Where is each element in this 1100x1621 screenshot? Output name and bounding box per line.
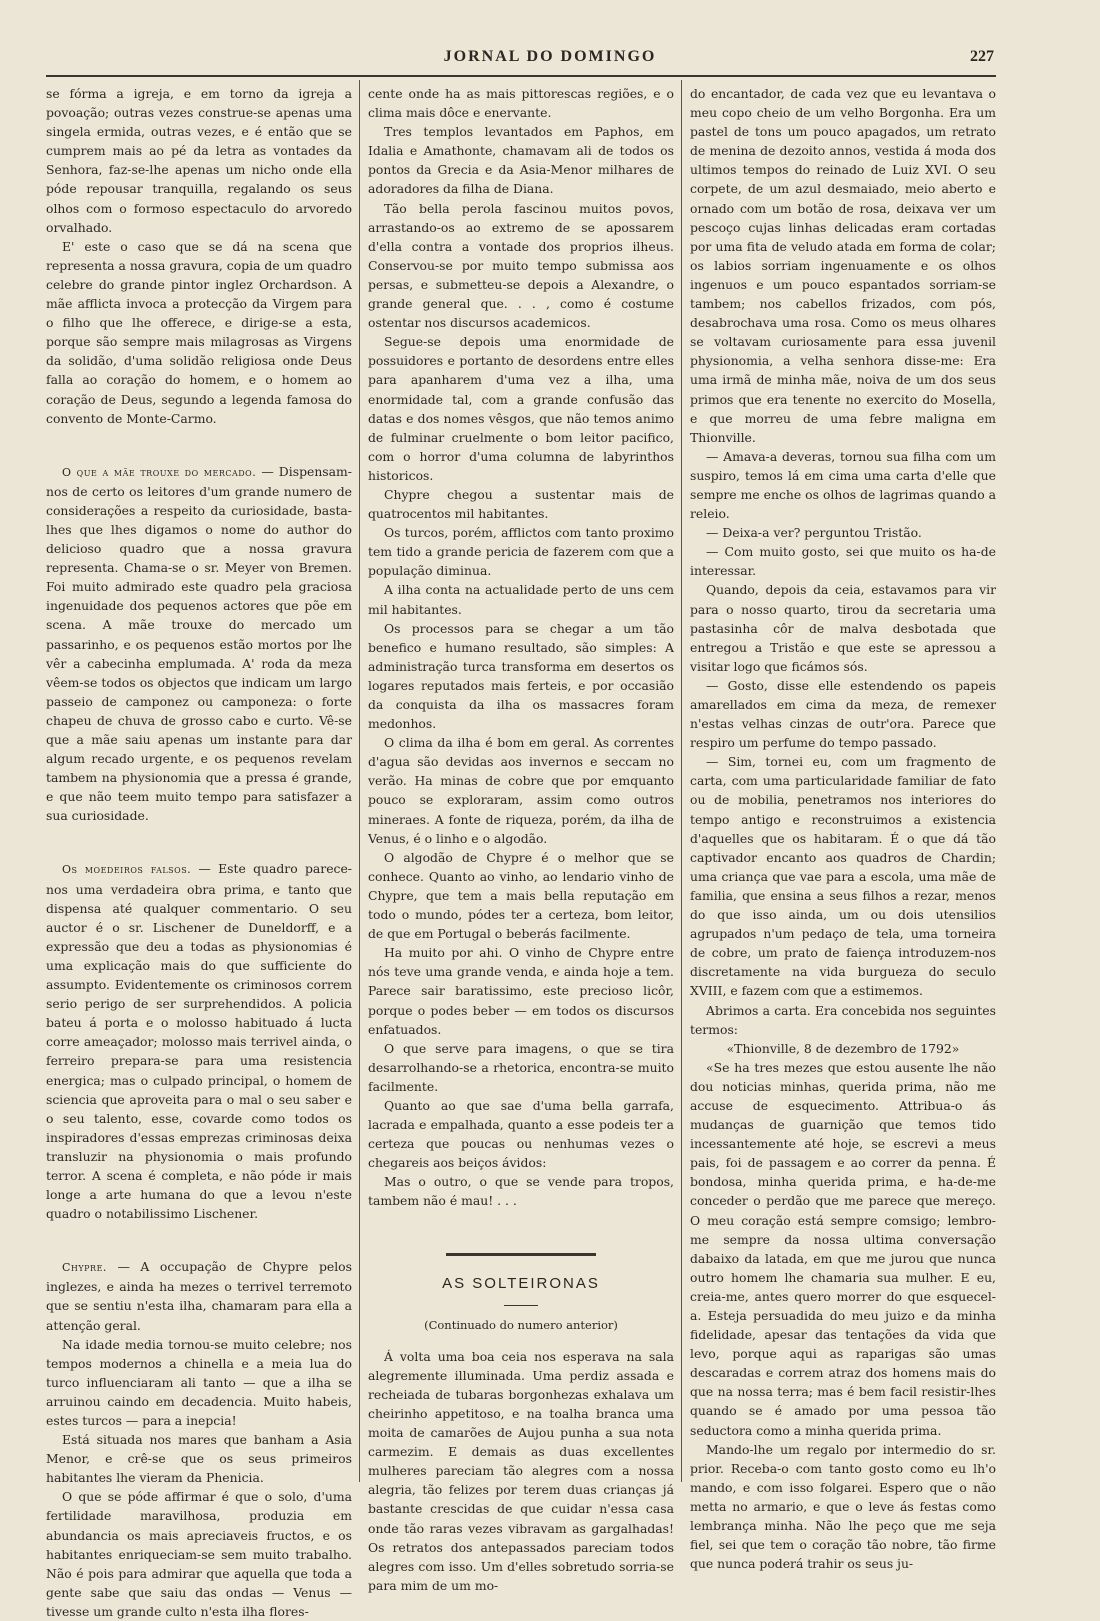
paragraph: Tão bella perola fascinou muitos povos, arrastando-os ao extremo de se apossarem d'ella contra a vontade dos proprios ilheus. Conservou-se por muito tempo submissa aos persas, e submetteu-se depois a Alexandre, o grande general que. . . , como é costume ostentar nos discursos academicos. xyxy=(368,200,674,331)
section-lead: O que a mãe trouxe do mercado. xyxy=(62,465,257,479)
paragraph: Quando, depois da ceia, estavamos para vir para o nosso quarto, tirou da secretaria uma pastasinha côr de malva desbotada que entregou a Tristão e que este se apressou a visitar logo que ficámos sós. xyxy=(690,582,996,674)
paragraph: Abrimos a carta. Era concebida nos seguintes termos: xyxy=(690,1002,996,1037)
paragraph: Á volta uma boa ceia nos esperava na sala alegremente illuminada. Uma perdiz assada e recheiada de tubaras borgonhezas exhalava um cheirinho appetitoso, e na toalha branca uma moita de camarões de Aujou punha a sua nota carmezim. E demais as duas excellentes mulheres pareciam tão alegres com a nossa alegria, tão felizes por terem duas crianças já bastante crescidas de que cuidar n'essa casa onde tão raras vezes vibravam as gargalhadas! Os retratos dos antepassados pareciam todos alegres com isso. Um d'elles sobretudo sorria-se para mim de um mo- xyxy=(368,1348,674,1593)
section-lead: Chypre. xyxy=(62,1261,107,1275)
paragraph: se fórma a igreja, e em torno da igreja a povoação; outras vezes construe-se apenas uma singela ermida, outras vezes, e é então que se cumprem mais ao pé da letra as vontades da Senhora, faz-se-lhe apenas um nicho onde ella póde repousar tranquilla, regalando os seus olhos com o formoso espectaculo do arvoredo orvalhado. xyxy=(46,86,352,235)
paragraph: Quanto ao que sae d'uma bella garrafa, lacrada e empalhada, quanto a esse podeis ter a certeza que poucas ou nenhumas vezes o chegareis aos beiços ávidos: xyxy=(368,1097,674,1171)
header-rule xyxy=(46,75,996,77)
journal-title: JORNAL DO DOMINGO xyxy=(443,48,657,65)
column-right xyxy=(690,84,996,1572)
paragraph-text: — A occupação de Chypre pelos inglezes, e ainda ha mezes o terrivel terremoto que se sentiu n'esta ilha, chamaram para ella a attenção geral. xyxy=(46,1259,352,1333)
paragraph: O algodão de Chypre é o melhor que se conhece. Quanto ao vinho, ao lendario vinho de Chypre, que tem a mais bella reputação em todo o mundo, pódes ter a certeza, bom leitor, de que em Portugal o beberás facilmente. xyxy=(368,849,674,942)
paragraph xyxy=(46,1257,352,1334)
paragraph: cente onde ha as mais pittorescas regiões, e o clima mais dôce e enervante. xyxy=(368,86,674,121)
paragraph: — Com muito gosto, sei que muito os ha-de interessar. xyxy=(690,544,996,579)
paragraph xyxy=(46,462,352,826)
running-head xyxy=(0,48,1100,74)
paragraph xyxy=(46,859,352,1223)
column-left xyxy=(46,84,352,1619)
paragraph: Está situada nos mares que banham a Asia Menor, e crê-se que os seus primeiros habitantes lhe vieram da Phenicia. xyxy=(46,1432,352,1486)
paragraph: do encantador, de cada vez que eu levantava o meu copo cheio de um velho Borgonha. Era um pastel de tons um pouco apagados, um retrato de menina de dezoito annos, vestida á moda dos ultimos tempos do reinado de Luiz XVI. O seu corpete, de um azul desmaiado, meio aberto e ornado com um botão de rosa, deixava ver um pescoço cujas linhas delicadas eram cortadas por uma fita de veludo atada em forma de colar; os labios sorriam ingenuamente e os olhos ingenuos e um pouco espantados sorriam-se tambem; nos cabellos frizados, com pós, desabrochava uma rosa. Como os meus olhares se voltavam curiosamente para essa juvenil physionomia, a velha senhora disse-me: Era uma irmã de minha mãe, noiva de um dos seus primos que era tenente no exercito do Mosella, e que morreu de uma febre maligna em Thionville. xyxy=(690,86,996,445)
paragraph: A ilha conta na actualidade perto de uns cem mil habitantes. xyxy=(368,582,674,617)
paragraph: Os processos para se chegar a um tão benefico e humano resultado, são simples: A administração turca transforma em desertos os logares reputados mais ferteis, e por occasião da conquista da ilha os massacres foram medonhos. xyxy=(368,620,674,732)
paragraph: Ha muito por ahi. O vinho de Chypre entre nós teve uma grande venda, e ainda hoje a tem. Parece sair baratissimo, este precioso licôr, porque o podes beber — em todos os discursos enfatuados. xyxy=(368,945,674,1037)
page-number: 227 xyxy=(970,48,994,65)
paragraph: — Deixa-a ver? perguntou Tristão. xyxy=(706,525,922,541)
paragraph-text: — Este quadro parece-nos uma verdadeira obra prima, e tanto que dispensa até qualquer commentario. O seu auctor é o sr. Lischener de Duneldorff, e a expressão que deu a todas as physionomias é uma explicação mais do que sufficiente do assumpto. Evidentemente os criminosos correm serio perigo de ser surprehendidos. A policia bateu á porta e o molosso habituado á lucta corre ameaçador; molosso mais terrivel ainda, o ferreiro prepara-se para uma resistencia energica; mas o culpado principal, o homem de sciencia que aproveita para o mal o seu saber e o seu talento, esse, covarde como todos os inspiradores d'essas emprezas criminosas deixa transluzir na physionomia o mais profundo terror. A scena é completa, e não póde ir mais longe a arte humana do que a levou n'este quadro o notabilissimo Lischener. xyxy=(46,861,352,1222)
title-rule xyxy=(504,1305,538,1306)
paragraph: «Thionville, 8 de dezembro de 1792» xyxy=(726,1040,960,1056)
paragraph: Mas o outro, o que se vende para tropos, tambem não é mau! . . . xyxy=(368,1174,674,1209)
paragraph: Os turcos, porém, afflictos com tanto proximo tem tido a grande pericia de fazerem com que a população diminua. xyxy=(368,525,674,579)
paragraph: O que serve para imagens, o que se tira desarrolhando-se a rhetorica, encontra-se muito facilmente. xyxy=(368,1040,674,1094)
section-subtitle: (Continuado do numero anterior) xyxy=(424,1317,618,1332)
paragraph: O que se póde affirmar é que o solo, d'uma fertilidade maravilhosa, produzia em abundancia os mais apreciaveis fructos, e os habitantes enriqueciam-se sem muito trabalho. Não é pois para admirar que aquella que toda a gente sabe que saiu das ondas — Venus — tivesse um grande culto n'esta ilha flores- xyxy=(46,1489,352,1619)
column-middle xyxy=(368,84,674,1593)
paragraph: O clima da ilha é bom em geral. As correntes d'agua são devidas aos invernos e seccam no verão. Ha minas de cobre que por emquanto pouco se exploraram, assim como outros mineraes. A fonte de riqueza, porém, da ilha de Venus, é o linho e o algodão. xyxy=(368,735,674,846)
paragraph: E' este o caso que se dá na scena que representa a nossa gravura, copia de um quadro celebre do grande pintor inglez Orchardson. A mãe afflicta invoca a protecção da Virgem para o filho que lhe offerece, e dirige-se a esta, porque são sempre mais milagrosas as Virgens da solidão, d'uma solidão religiosa onde Deus falla ao coração do homem, e o homem ao coração de Deus, segundo a legenda famosa do convento de Monte-Carmo. xyxy=(46,238,352,426)
section-title: AS SOLTEIRONAS xyxy=(442,1274,600,1292)
section-lead: Os moedeiros falsos. xyxy=(62,863,192,877)
paragraph: — Amava-a deveras, tornou sua filha com um suspiro, temos lá em cima uma carta d'elle que sempre me enche os olhos de lagrimas quando a releio. xyxy=(690,448,996,522)
paragraph: — Sim, tornei eu, com um fragmento de carta, com uma particularidade familiar de fato ou de mobilia, penetramos nos interiores do tempo antigo e reconstruimos a existencia d'aquelles que os habitaram. É o que dá tão captivador encanto aos quadros de Chardin; uma criança que vae para a escola, uma mãe de familia, que ensina a seus filhos a rezar, menos do que isso ainda, um ou dois utensilios agrupados n'um pedaço de tela, uma torneira de cobre, um prato de faiença introduzem-nos discretamente na vida burgueza do seculo XVIII, e fazem com que a estimemos. xyxy=(690,754,996,999)
paragraph: «Se ha tres mezes que estou ausente lhe não dou noticias minhas, querida prima, não me accuse de esquecimento. Attribua-o ás mudanças de guarnição que temos tido incessantemente até hoje, se escrevi a meus pais, foi de passagem e ao correr da penna. É bondosa, minha querida prima, e ha-de-me conceder o perdão que me parece que mereço. O meu coração está sempre comsigo; lembro-me sempre da nossa ultima conversação dabaixo da latada, em que me jurou que nunca outro homem lhe chamaria sua mulher. E eu, creia-me, antes quero morrer do que esquecel-a. Esteja persuadida do meu juizo e da minha fidelidade, apesar das tentações da vida que levo, porque aqui as raparigas são umas descaradas e correm atraz dos homens mais do que na nossa terra; mas é bem facil resistir-lhes quando se é amado por uma pessoa tão seductora como a minha querida prima. xyxy=(690,1059,996,1438)
paragraph: Tres templos levantados em Paphos, em Idalia e Amathonte, chamavam ali de todos os pontos da Grecia e da Asia-Menor milhares de adoradores da filha de Diana. xyxy=(368,124,674,197)
paragraph: Segue-se depois uma enormidade de possuidores e portanto de desordens entre elles para apanharem d'uma vez a ilha, uma enormidade tal, com a grande confusão das datas e dos nomes vêsgos, que não temos animo de fulminar cruelmente o bom leitor pacifico, com o horror d'uma columna de labyrinthos historicos. xyxy=(368,334,674,483)
paragraph: — Gosto, disse elle estendendo os papeis amarellados em cima da meza, de remexer n'estas velhas cinzas de outr'ora. Parece que respiro um perfume do tempo passado. xyxy=(690,677,996,751)
column-divider xyxy=(681,80,682,1482)
paragraph: Mando-lhe um regalo por intermedio do sr. prior. Receba-o com tanto gosto como eu lh'o mando, e com isso folgarei. Espero que o não metta no armario, e que o leve ás festas como lembrança minha. Não lhe peço que me seja fiel, sei que tem o coração tão nobre, tão firme que nunca poderá trahir os seus ju- xyxy=(690,1441,996,1572)
paragraph: Na idade media tornou-se muito celebre; nos tempos modernos a chinella e a meia lua do turco influenciaram ali tanto — que a ilha se arruinou caindo em decadencia. Muito habeis, estes turcos — para a inepcia! xyxy=(46,1336,352,1428)
ornamental-rule xyxy=(446,1253,596,1256)
paragraph: Chypre chegou a sustentar mais de quatrocentos mil habitantes. xyxy=(368,486,674,522)
column-divider xyxy=(359,80,360,1482)
paragraph-text: — Dispensam-nos de certo os leitores d'um grande numero de considerações a respeito da curiosidade, basta-lhes que lhes digamos o nome do author do delicioso quadro que a nossa gravura representa. Chama-se o sr. Meyer von Bremen. Foi muito admirado este quadro pela graciosa ingenuidade dos pequenos actores que põe em scena. A mãe trouxe do mercado um passarinho, e os pequenos estão mortos por lhe vêr a cabecinha emplumada. A' roda da meza vêem-se todos os objectos que indicam um largo passeio de camponez ou camponeza: o forte chapeu de chuva de grosso cabo e curto. Vê-se que a mãe saiu apenas um instante para dar algum recado urgente, e os pequenos revelam tambem na physionomia que a pressa é grande, e que não teem muito tempo para satisfazer a sua curiosidade. xyxy=(46,463,352,824)
